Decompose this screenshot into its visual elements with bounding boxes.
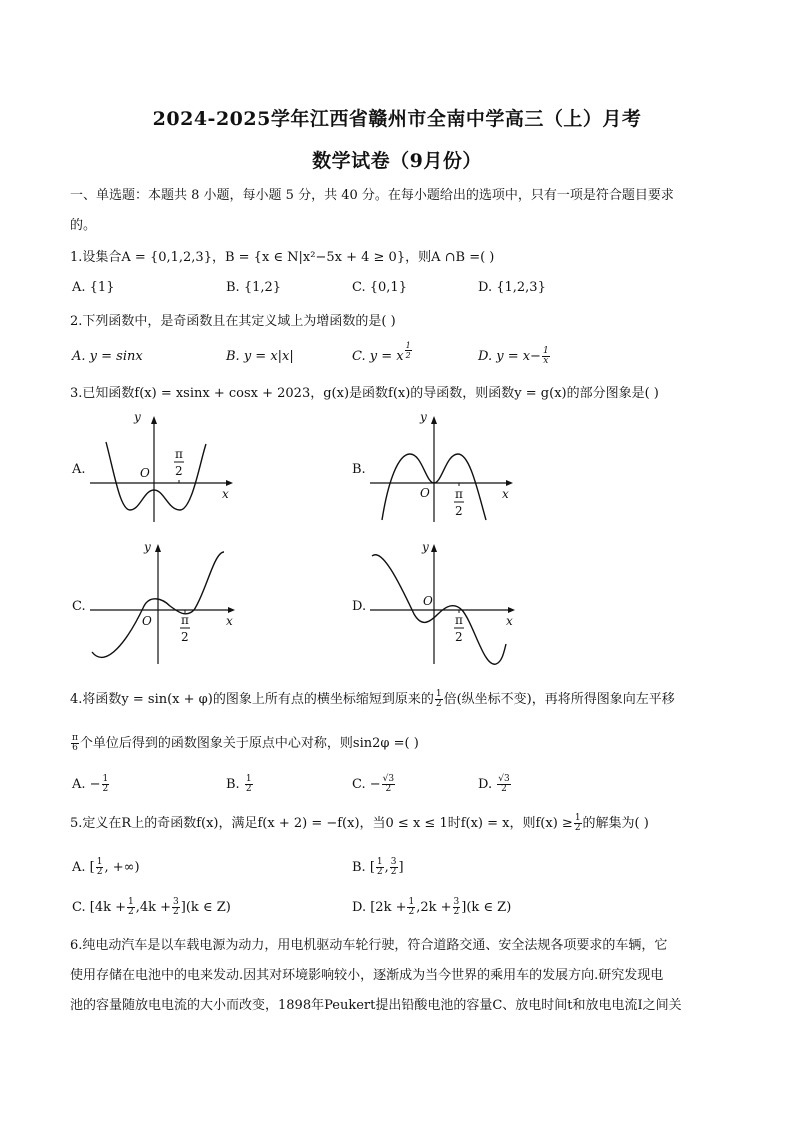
- q3-graph-a-label: A.: [72, 462, 86, 477]
- x-label: x: [222, 487, 229, 501]
- q5-option-d-num2: 3: [453, 897, 460, 907]
- q1-stem: 1.设集合A = {0,1,2,3}，B = {x ∈ N|x²−5x + 4 ≥ 0}，则A ∩B =( ): [70, 250, 495, 265]
- q5-option-a-frac: [96, 858, 104, 877]
- x-label: x: [226, 614, 233, 628]
- q4-option-c-num: √3: [382, 774, 395, 784]
- q5-option-c-den1: 2: [128, 907, 134, 917]
- x-label: x: [506, 614, 513, 628]
- section1-intro-line2: 的。: [70, 218, 97, 233]
- pi-label: π: [455, 613, 463, 627]
- q2-option-c-exp-den: 2: [405, 351, 411, 360]
- q5-stem-part2: 的解集为( ): [582, 816, 649, 831]
- q5-option-b-tail: ]: [398, 860, 404, 875]
- y-axis-arrow: [151, 416, 157, 424]
- q4-stem2-frac-den: 6: [72, 743, 78, 753]
- q2-option-d: [478, 347, 551, 366]
- q4-option-b-frac: [245, 775, 253, 794]
- q3-graph-a: [88, 412, 238, 527]
- q2-option-c-exponent: [405, 341, 412, 360]
- q5-option-c-frac2: [172, 898, 180, 917]
- q4-option-b-num: 1: [245, 774, 252, 784]
- q4-option-b-text: B.: [226, 777, 244, 792]
- origin-label: O: [142, 614, 152, 628]
- q4-stem2-frac-num: π: [72, 733, 78, 743]
- q4-stem-part2: 倍(纵坐标不变)，再将所得图象向左平移: [443, 692, 675, 707]
- q5-frac-num: 1: [574, 813, 581, 823]
- q2-option-c-text: C. y = x: [352, 349, 404, 364]
- q3-graph-b-label: B.: [352, 462, 366, 477]
- q6-line2: 使用存储在电池中的电来发动.因其对环境影响较小，逐渐成为当今世界的乘用车的发展方向.研究发现电: [70, 968, 664, 983]
- y-axis-arrow: [431, 544, 437, 552]
- q4-option-c-frac: [382, 775, 395, 794]
- q5-option-c-tail: ](k ∈ Z): [180, 900, 231, 915]
- q2-option-a: A. y = sinx: [72, 349, 143, 364]
- q6-line3: 池的容量随放电电流的大小而改变，1898年Peukert提出铅酸电池的容量C、放电时间t和放电电流I之间关: [70, 998, 682, 1013]
- q2-option-b: B. y = x|x|: [226, 349, 294, 364]
- two-label: 2: [181, 630, 189, 644]
- q5-option-c-num2: 3: [173, 897, 179, 907]
- q2-option-c-exp-num: 1: [405, 341, 411, 350]
- q3-graph-d: [368, 540, 523, 670]
- q4-option-c-text: C. −: [352, 777, 381, 792]
- q5-option-b-num1: 1: [376, 857, 383, 867]
- q5-option-d-tail: ](k ∈ Z): [461, 900, 512, 915]
- q5-option-b-head: B. [: [352, 860, 375, 875]
- two-label: 2: [455, 504, 463, 518]
- q2-stem: 2.下列函数中，是奇函数且在其定义域上为增函数的是( ): [70, 314, 396, 329]
- y-label: y: [134, 410, 141, 424]
- curve: [106, 442, 206, 510]
- q2-option-d-num: 1: [542, 346, 549, 356]
- x-axis-arrow: [508, 607, 515, 613]
- pi-label: π: [181, 613, 189, 627]
- q2-option-c: [352, 341, 413, 364]
- q5-option-a-den: 2: [96, 867, 103, 877]
- q4-stem2-text: 个单位后得到的函数图象关于原点中心对称，则sin2φ =( ): [79, 736, 419, 751]
- two-label: 2: [175, 464, 183, 478]
- q3-graph-b: [368, 412, 518, 527]
- q4-option-c: [352, 775, 396, 794]
- y-label: y: [420, 410, 427, 424]
- q5-option-b: [352, 858, 404, 877]
- x-label: x: [502, 487, 509, 501]
- q4-option-a-den: 2: [102, 784, 109, 794]
- exam-title-line1: 2024-2025学年江西省赣州市全南中学高三（上）月考: [152, 108, 642, 130]
- q5-option-a: [72, 858, 140, 877]
- q4-option-a-frac: [102, 775, 110, 794]
- q5-option-a-tail: , +∞): [104, 860, 140, 875]
- section1-intro-line1: 一、单选题：本题共 8 小题，每小题 5 分，共 40 分。在每小题给出的选项中，只有一项是符合题目要求: [70, 188, 674, 203]
- q5-option-d-mid: ,2k +: [416, 900, 452, 915]
- q5-option-b-den1: 2: [376, 867, 383, 877]
- q5-option-b-den2: 2: [390, 867, 397, 877]
- y-label: y: [144, 540, 151, 554]
- q4-option-d-num: √3: [498, 774, 510, 784]
- q4-option-d-text: D.: [478, 777, 497, 792]
- q5-stem: [70, 814, 730, 834]
- q5-option-b-frac2: [390, 858, 398, 877]
- q1-option-a: A. {1}: [72, 280, 115, 295]
- q6-line1: 6.纯电动汽车是以车载电源为动力，用电机驱动车轮行驶，符合道路交通、安全法规各项要求的车辆，它: [70, 938, 668, 953]
- q1-option-b: B. {1,2}: [226, 280, 282, 295]
- q5-option-d-den1: 2: [408, 907, 415, 917]
- q5-option-b-sep: ,: [384, 860, 389, 875]
- exam-title-line2: 数学试卷（9月份）: [312, 150, 482, 172]
- q4-option-a-num: 1: [102, 774, 109, 784]
- origin-label: O: [420, 486, 430, 500]
- x-axis-arrow: [228, 607, 235, 613]
- pi-label: π: [455, 487, 463, 501]
- q5-option-b-frac1: [376, 858, 384, 877]
- q4-frac: [435, 690, 443, 709]
- q4-option-a-text: A. −: [72, 777, 101, 792]
- x-axis-arrow: [506, 480, 513, 486]
- q2-option-d-text: D. y = x−: [478, 349, 541, 364]
- q4-option-b-den: 2: [245, 784, 252, 794]
- q2-option-d-den: x: [543, 356, 549, 366]
- y-axis-arrow: [431, 416, 437, 424]
- x-axis-arrow: [226, 480, 233, 486]
- q1-option-d: D. {1,2,3}: [478, 280, 546, 295]
- q5-option-d-num1: 1: [408, 897, 415, 907]
- q5-option-d-head: D. [2k +: [352, 900, 407, 915]
- q4-stem-line2: [70, 734, 730, 754]
- q2-option-d-frac: [542, 347, 550, 366]
- q5-option-c-den2: 2: [173, 907, 179, 917]
- q5-option-d-den2: 2: [453, 907, 460, 917]
- y-axis-arrow: [155, 544, 161, 552]
- q3-graph-d-label: D.: [352, 599, 367, 614]
- q5-stem-part1: 5.定义在R上的奇函数f(x)，满足f(x + 2) = −f(x)，当0 ≤ x ≤ 1时f(x) = x，则f(x) ≥: [70, 816, 573, 831]
- q5-option-d-frac1: [407, 898, 415, 917]
- q3-graph-c: [88, 540, 243, 670]
- q4-option-d-frac: [497, 775, 510, 794]
- q3-stem: 3.已知函数f(x) = xsinx + cosx + 2023，g(x)是函数f(x)的导函数，则函数y = g(x)的部分图象是( ): [70, 386, 659, 401]
- q4-option-d-den: 2: [501, 784, 507, 794]
- q4-option-d: [478, 775, 512, 794]
- q5-option-c-num1: 1: [128, 897, 134, 907]
- q5-option-b-num2: 3: [390, 857, 397, 867]
- q5-option-c-head: C. [4k +: [72, 900, 126, 915]
- q5-option-c-mid: ,4k +: [135, 900, 172, 915]
- q5-option-d-frac2: [453, 898, 461, 917]
- q5-option-a-head: A. [: [72, 860, 95, 875]
- q1-option-c: C. {0,1}: [352, 280, 407, 295]
- q5-frac: [574, 814, 582, 833]
- q5-option-d: [352, 898, 511, 917]
- pi-label: π: [175, 447, 183, 461]
- q5-option-c: [72, 898, 231, 917]
- q5-option-c-frac1: [127, 898, 135, 917]
- two-label: 2: [455, 630, 463, 644]
- q4-frac-den: 2: [435, 699, 442, 709]
- q4-option-b: [226, 775, 254, 794]
- q4-stem-line1: [70, 690, 730, 710]
- origin-label: O: [140, 466, 150, 480]
- q5-frac-den: 2: [574, 823, 581, 833]
- origin-label: O: [423, 594, 433, 608]
- q4-stem2-frac: [71, 734, 79, 753]
- q4-option-c-den: 2: [385, 784, 392, 794]
- q5-option-a-num: 1: [96, 857, 103, 867]
- y-label: y: [422, 540, 429, 554]
- q4-frac-num: 1: [435, 689, 442, 699]
- q3-graph-c-label: C.: [72, 599, 86, 614]
- q4-stem-part1: 4.将函数y = sin(x + φ)的图象上所有点的横坐标缩短到原来的: [70, 692, 434, 707]
- q4-option-a: [72, 775, 110, 794]
